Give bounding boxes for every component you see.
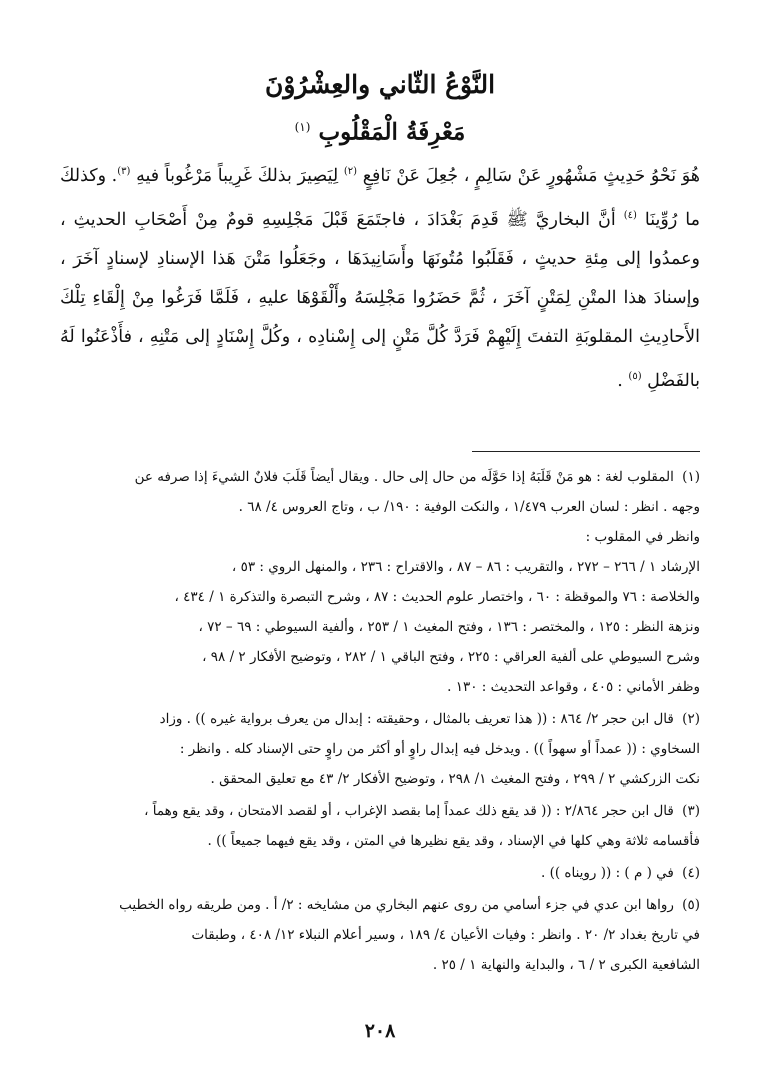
footnote-ref-4: (٤) xyxy=(623,209,637,221)
footnote-line xyxy=(60,890,700,920)
footnote-line: السخاوي : (( عمداً أو سهواً )) . ويدخل فيه إبدال راوٍ أو أكثر من راوٍ حتى الإسناد كله . وانظر : xyxy=(179,741,700,757)
footnote-line: وشرح السيوطي على ألفية العراقي : ٢٢٥ ، وفتح الباقي ١ / ٢٨٢ ، وتوضيح الأفكار ٢ / ٩٨ ، xyxy=(202,649,700,665)
footnote-text: المقلوب لغة : هو مَنْ قَلَبَهُ إذا حَوَّلَه من حال إلى حال . ويقال أيضاً قَلَبَ فلانٌ الشيءَ إذا صرفه عن xyxy=(134,469,674,485)
footnotes xyxy=(60,462,700,982)
footnote-5 xyxy=(60,890,700,980)
subtitle-text: مَعْرِفَةُ الْمَقْلُوبِ xyxy=(318,118,466,146)
body-text-4: أنَّ البخاريَّ ﷺ قَدِمَ بَغْدَادَ ، فاجتَمَعَ قَبْلَ مَجْلِسِهِ قومٌ مِنْ أَصْحَابِ الحديثِ ، وعمدُوا إلى مِئةِ حديثٍ ، فَقَلَبُوا مُتُونَهَا وأَسَانِيدَهَا ، وجَعَلُوا مَتْنَ هَذا الإسنادِ لإسنادٍ آخَرَ ، وإسنادَ هذا المتْنِ لِمَتْنٍ آخَرَ ، ثُمَّ حَضَرُوا مَجْلِسَهُ وأَلْقَوْهَا عليهِ ، فَلَمَّا فَرَغُوا مِنْ إِلْقَاءِ تِلْكَ الأَحادِيثِ المقلوبَةِ التفتَ إِلَيْهِمْ فَرَدَّ كُلَّ مَتْنٍ إلى إِسْنادِه ، وكُلَّ إِسْنَادٍ إلى مَتْنِهِ ، فأَذْعَنُوا لَهُ بالفَضْلِ xyxy=(60,209,700,391)
footnote-line xyxy=(60,858,700,888)
footnote-text: قال ابن حجر ٢/ ٨٦٤ : (( هذا تعريف بالمثال ، وحقيقته : إبدال من يعرف برواية غيره )) . وزاد xyxy=(159,711,674,727)
footnote-number: (٥) xyxy=(682,897,700,913)
body-text-2: لِيَصِيرَ بذلكَ غَرِيباً مَرْغُوباً فيهِ xyxy=(136,165,339,186)
footnote-line xyxy=(60,462,700,492)
footnote-number: (١) xyxy=(682,469,700,485)
footnote-number: (٢) xyxy=(682,711,700,727)
chapter-title: النَّوْعُ الثّاني والعِشْرُوْنَ xyxy=(264,70,496,99)
footnote-number: (٤) xyxy=(682,865,700,881)
footnote-4 xyxy=(60,858,700,888)
footnote-line: وظفر الأماني : ٤٠٥ ، وقواعد التحديث : ١٣٠ . xyxy=(447,679,700,695)
footnote-line: والخلاصة : ٧٦ والموقظة : ٦٠ ، واختصار علوم الحديث : ٨٧ ، وشرح التبصرة والتذكرة ١ / ٤٣٤ ، xyxy=(174,589,700,605)
footnote-text: في ( م ) : (( رويناه )) . xyxy=(540,865,674,881)
footnote-1 xyxy=(60,462,700,702)
footnote-number: (٣) xyxy=(682,803,700,819)
footnote-line: الشافعية الكبرى ٢ / ٦ ، والبداية والنهاية ١ / ٢٥ . xyxy=(432,957,700,973)
footnote-2 xyxy=(60,704,700,794)
footnote-line: في تاريخ بغداد ٢/ ٢٠ . وانظر : وفيات الأعيان ٤/ ١٨٩ ، وسير أعلام النبلاء ١٢/ ٤٠٨ ، وطبقات xyxy=(191,927,700,943)
main-paragraph xyxy=(60,152,700,400)
footnote-line: ونزهة النظر : ١٢٥ ، والمختصر : ١٣٦ ، وفتح المغيث ١ / ٢٥٣ ، وألفية السيوطي : ٦٩ – ٧٢ ، xyxy=(198,619,700,635)
footnote-line: وانظر في المقلوب : xyxy=(585,529,700,545)
body-text-1: هُوَ نَحْوُ حَدِيثٍ مَشْهُورٍ عَنْ سَالِمٍ ، جُعِلَ عَنْ نَافِعٍ xyxy=(362,165,700,186)
page-number: ٢٠٨ xyxy=(364,1020,396,1042)
footnote-3 xyxy=(60,796,700,856)
footnote-line xyxy=(60,796,700,826)
footnote-text: رواها ابن عدي في جزء أسامي من روى عنهم البخاري من مشايخه : ٢/ أ . ومن طريقه رواه الخطيب xyxy=(119,897,674,913)
body-text-5: . xyxy=(617,370,623,391)
footnote-ref-3: (٣) xyxy=(117,166,131,177)
footnote-line: نكت الزركشي ٢ / ٢٩٩ ، وفتح المغيث ١/ ٢٩٨ ، وتوضيح الأفكار ٢/ ٤٣ مع تعليق المحقق . xyxy=(210,771,700,787)
footnote-line: وجهه . انظر : لسان العرب ١/٤٧٩ ، والنكت الوفية : ١٩٠/ ب ، وتاج العروس ٤/ ٦٨ . xyxy=(238,499,700,515)
subtitle-footnote-ref: (١) xyxy=(294,120,311,134)
footnote-separator xyxy=(472,451,700,452)
footnote-text: قال ابن حجر ٢/٨٦٤ : (( قد يقع ذلك عمداً إما بقصد الإغراب ، أو لقصد الامتحان ، وقد يقع وهماً ، xyxy=(144,803,674,819)
footnote-ref-2: (٢) xyxy=(343,166,358,177)
book-page xyxy=(60,0,700,1090)
footnote-line xyxy=(60,704,700,734)
footnote-line: الإرشاد ١ / ٢٦٦ – ٢٧٢ ، والتقريب : ٨٦ – ٨٧ ، والاقتراح : ٢٣٦ ، والمنهل الروي : ٥٣ ، xyxy=(231,559,700,575)
footnote-ref-5: (٥) xyxy=(628,370,642,382)
footnote-line: فأقسامه ثلاثة وهي كلها في الإسناد ، وقد يقع نظيرها في المتن ، وقد يقع فيهما جميعاً )) . xyxy=(207,833,700,849)
body-text-3: . وكذلكَ ما رُوِّينَا xyxy=(60,165,700,230)
chapter-subtitle xyxy=(60,110,700,150)
